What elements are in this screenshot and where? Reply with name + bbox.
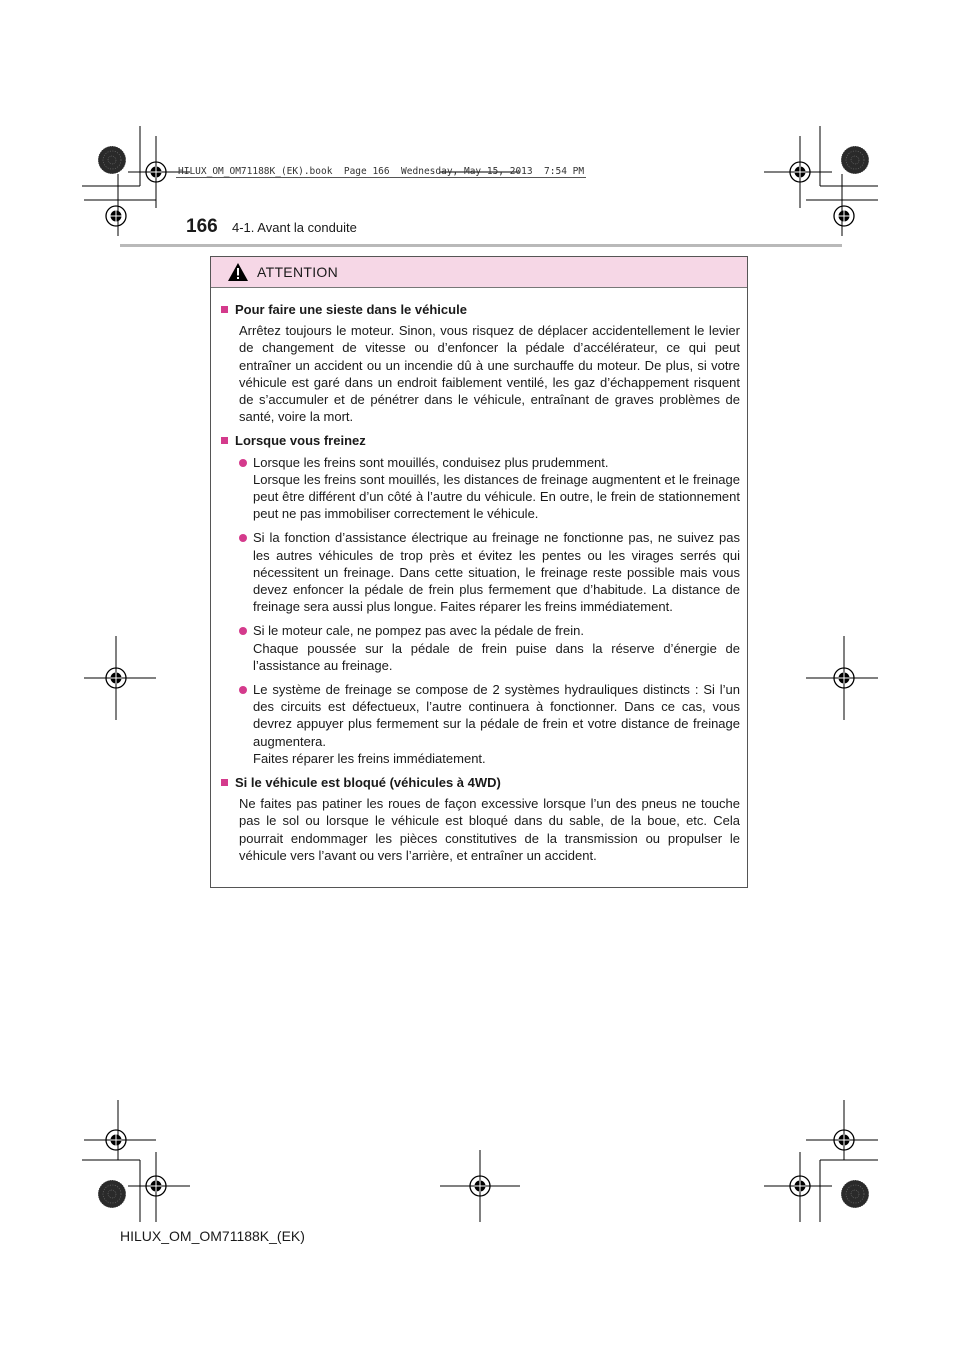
item-lead: Si le moteur cale, ne pompez pas avec la pédale de frein. <box>253 623 584 639</box>
item-text: Chaque poussée sur la pédale de frein puise dans la réserve d’énergie de l’assistance au freinage. <box>253 640 740 673</box>
item-text: Si la fonction d’assistance électrique au freinage ne fonctionne pas, ne suivez pas les autres véhicules de trop près et évitez les pentes ou les virages serrés qui nécessitent un freinage. Dans cette situation, le freinage reste possible mais vous devez enfoncer la pédale de frein plus fermement que d’habitude. La distance de freinage sera aussi plus longue. Faites réparer les freins immédiatement. <box>253 530 740 615</box>
item-tail: Faites réparer les freins immédiatement. <box>253 750 486 766</box>
section-heading <box>221 301 740 318</box>
section-heading <box>221 774 740 791</box>
circle-bullet-icon <box>239 534 247 542</box>
warning-body <box>211 288 747 864</box>
section-paragraph: Arrêtez toujours le moteur. Sinon, vous risquez de déplacer accidentellement le levier de changement de vitesse ou d’enfoncer la pédale d’accélérateur, ce qui peut entraîner un accident ou un incendie dû à une surchauffe du moteur. De plus, si votre véhicule est garé dans un endroit faiblement ventilé, les gaz d’échappement risquent de s’accumuler et de pénétrer dans le véhicule, entraînant de graves problèmes de santé, voire la mort. <box>239 323 740 425</box>
warning-header <box>211 257 747 288</box>
section-sieste <box>221 301 740 425</box>
square-bullet-icon <box>221 306 228 313</box>
item-text: Lorsque les freins sont mouillés, les distances de freinage augmentent et le freinage peut être différent d’un côté à l’autre du véhicule. En outre, le frein de stationnement peut ne pas immobiliser correctement le véhicule. <box>253 471 740 522</box>
section-heading-text: Si le véhicule est bloqué (véhicules à 4WD) <box>235 775 501 791</box>
footer-code: HILUX_OM_OM71188K_(EK) <box>120 1228 305 1244</box>
section-freinage <box>221 432 740 767</box>
warning-title: ATTENTION <box>257 264 338 280</box>
header-rule <box>120 244 842 247</box>
square-bullet-icon <box>221 437 228 444</box>
section-paragraph: Ne faites pas patiner les roues de façon excessive lorsque l’un des pneus ne touche pas le sol ou lorsque le véhicule est bloqué dans du sable, de la boue, etc. Cela pourrait endommager les pièces constitutives de la transmission ou propulser le véhicule vers l’avant ou vers l’arrière, et entraîner un accident. <box>239 796 740 863</box>
circle-bullet-icon <box>239 686 247 694</box>
section-bloque <box>221 774 740 864</box>
section-title: 4-1. Avant la conduite <box>232 220 357 235</box>
list-item <box>239 529 740 615</box>
warning-box <box>210 256 748 888</box>
print-info: HILUX_OM_OM71188K_(EK).book Page 166 Wednesday, May 15, 2013 7:54 PM <box>178 166 585 177</box>
item-text: Le système de freinage se compose de 2 systèmes hydrauliques distincts : Si l’un des circuits est défectueux, l’autre continuera à fonctionner. Dans ce cas, vous devrez appuyer plus fermement sur la pédale de frein et votre distance de freinage augmentera. <box>253 682 740 749</box>
section-heading <box>221 432 740 449</box>
item-lead: Lorsque les freins sont mouillés, conduisez plus prudemment. <box>253 454 609 470</box>
warning-triangle-icon <box>227 262 249 282</box>
section-heading-text: Lorsque vous freinez <box>235 433 366 449</box>
circle-bullet-icon <box>239 459 247 467</box>
list-item <box>239 681 740 767</box>
circle-bullet-icon <box>239 627 247 635</box>
section-heading-text: Pour faire une sieste dans le véhicule <box>235 302 467 317</box>
list-item <box>239 622 740 674</box>
square-bullet-icon <box>221 779 228 786</box>
list-item <box>239 454 740 523</box>
page-number: 166 <box>186 216 218 237</box>
